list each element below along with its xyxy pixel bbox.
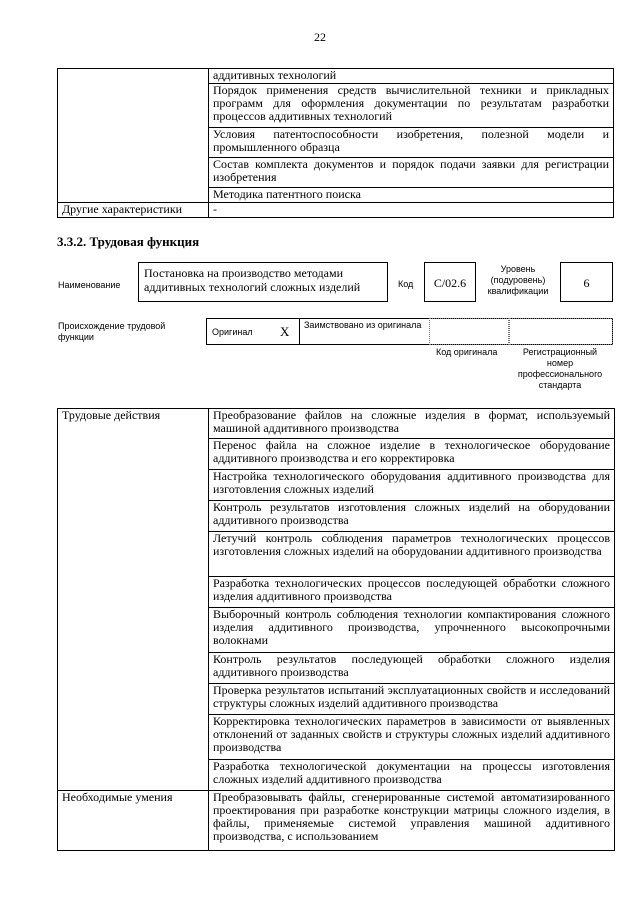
table-cell: Корректировка технологических параметров в зависимости от выявленных отклонений от заданных свойств и структуры сложных изделий аддитивного производства bbox=[209, 715, 615, 760]
level-value: 6 bbox=[560, 262, 613, 302]
borrowed-label: Заимствовано из оригинала bbox=[304, 320, 422, 330]
page-number: 22 bbox=[314, 30, 326, 44]
code-value: C/02.6 bbox=[424, 262, 476, 302]
continued-label-cell bbox=[58, 69, 209, 203]
code-original-field bbox=[429, 318, 509, 345]
origin-label: Происхождение трудовой функции bbox=[58, 321, 166, 342]
table-cell: Разработка технологической документации на процессы изготовления сложных изделий аддитивного производства bbox=[209, 760, 615, 791]
level-label: Уровень (подуровень) квалификации bbox=[487, 264, 549, 296]
reg-number-caption: Регистрационный номер профессионального стандарта bbox=[517, 347, 603, 390]
table-cell: аддитивных технологий bbox=[209, 69, 614, 84]
table-cell: Выборочный контроль соблюдения технологии компактирования сложного изделия аддитивного производства, упрочненного высокопрочными волокнами bbox=[209, 608, 615, 653]
labor-actions-label: Трудовые действия bbox=[58, 409, 209, 791]
name-value: Постановка на производство методами аддитивных технологий сложных изделий bbox=[138, 262, 388, 302]
reg-number-field bbox=[509, 318, 613, 345]
table-cell: Порядок применения средств вычислительной техники и прикладных программ для оформления документации по результатам разработки процессов аддитивных технологий bbox=[209, 84, 614, 128]
continued-table bbox=[57, 68, 614, 218]
table-cell: Контроль результатов последующей обработки сложного изделия аддитивного производства bbox=[209, 653, 615, 684]
labor-function-table bbox=[57, 408, 615, 851]
code-original-caption: Код оригинала bbox=[436, 347, 498, 357]
table-cell: Преобразовывать файлы, сгенерированные системой автоматизированного проектирования при разработке конструкции матрицы сложного изделия, в файлы, применяемые системой управления машиной аддитивного производства, с использованием bbox=[209, 791, 615, 851]
skills-label: Необходимые умения bbox=[58, 791, 209, 851]
table-cell: Методика патентного поиска bbox=[209, 188, 614, 203]
table-cell: Преобразование файлов на сложные изделия в формат, используемый машиной аддитивного производства bbox=[209, 409, 615, 439]
other-characteristics-label: Другие характеристики bbox=[58, 203, 209, 218]
name-label: Наименование bbox=[58, 280, 121, 290]
code-label: Код bbox=[398, 279, 414, 289]
table-cell: Настройка технологического оборудования аддитивного производства для изготовления сложных изделий bbox=[209, 470, 615, 501]
table-cell: Летучий контроль соблюдения параметров технологических процессов изготовления сложных изделий на оборудовании аддитивного производства bbox=[209, 532, 615, 577]
table-cell: Перенос файла на сложное изделие в технологическое оборудование аддитивного производства и его корректировка bbox=[209, 439, 615, 470]
original-label: Оригинал bbox=[212, 327, 253, 337]
table-cell: Проверка результатов испытаний эксплуатационных свойств и исследований структуры сложных изделий аддитивного производства bbox=[209, 684, 615, 715]
table-cell: Условия патентоспособности изобретения, полезной модели и промышленного образца bbox=[209, 128, 614, 158]
table-cell: Разработка технологических процессов последующей обработки сложного изделия аддитивного производства bbox=[209, 577, 615, 608]
table-cell: Состав комплекта документов и порядок подачи заявки для регистрации изобретения bbox=[209, 158, 614, 188]
original-mark: X bbox=[280, 324, 290, 339]
table-cell: Контроль результатов изготовления сложных изделий на оборудовании аддитивного производства bbox=[209, 501, 615, 532]
other-characteristics-value: - bbox=[209, 203, 614, 218]
section-title: 3.3.2. Трудовая функция bbox=[57, 234, 200, 249]
